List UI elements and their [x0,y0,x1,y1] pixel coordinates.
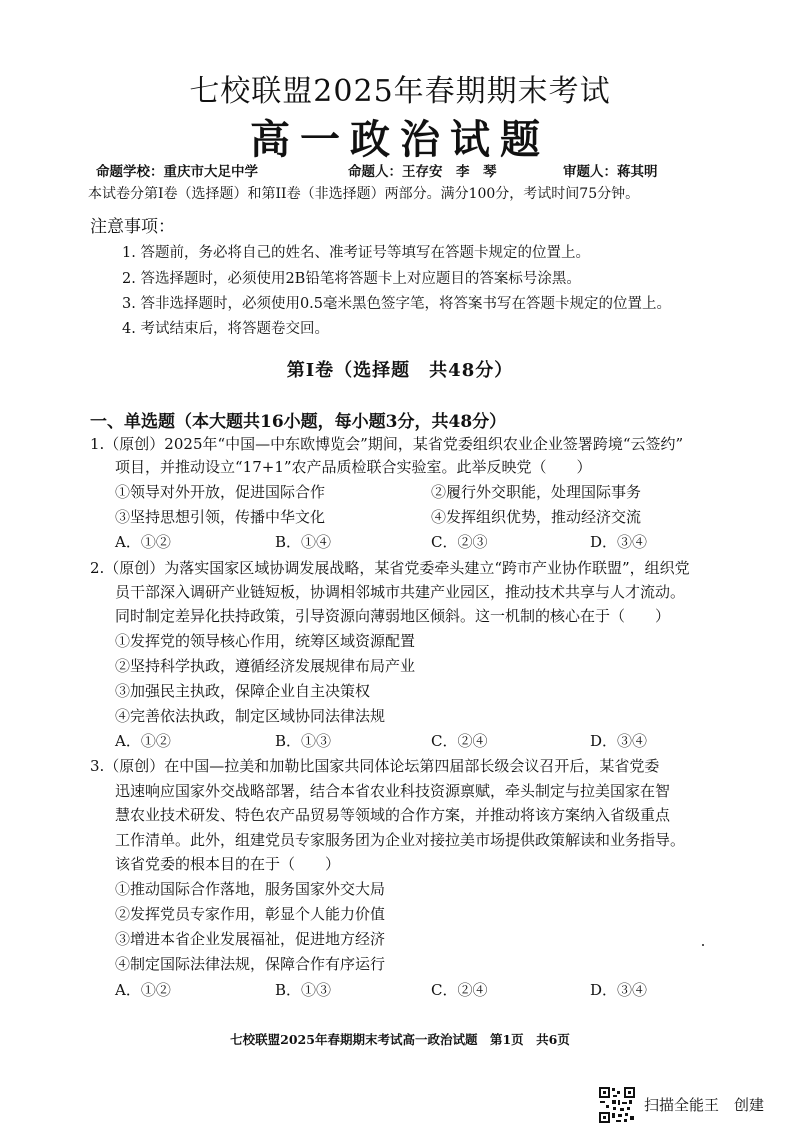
answer-choice: A．①② [115,981,171,999]
exam-intro: 本试卷分第I卷（选择题）和第II卷（非选择题）两部分。满分100分，考试时间75分钟。 [88,186,640,202]
scan-speck [702,944,704,946]
statement: ②发挥党员专家作用，彰显个人能力价值 [115,905,386,923]
statement: ①领导对外开放，促进国际合作 [115,483,326,501]
note-item: 4. 考试结束后，将答题卷交回。 [122,321,329,337]
answer-choice: A．①② [115,533,171,551]
authors-label: 命题人：王存安 李 琴 [348,164,497,180]
answer-choice: B．①③ [275,732,332,750]
statement: ④制定国际法律法规，保障合作有序运行 [115,955,386,973]
statement: ②坚持科学执政，遵循经济发展规律布局产业 [115,657,416,675]
question-text: 3.（原创）在中国—拉美和加勒比国家共同体论坛第四届部长级会议召开后，某省党委 [90,757,660,775]
statement: ④发挥组织优势，推动经济交流 [431,508,642,526]
statement: ④完善依法执政，制定区域协同法律法规 [115,707,386,725]
answer-choice: D．③④ [590,981,648,999]
note-item: 1. 答题前，务必将自己的姓名、准考证号等填写在答题卡规定的位置上。 [122,245,590,261]
exam-title: 七校联盟2025年春期期末考试 [189,74,611,109]
question-text: 2.（原创）为落实国家区域协调发展战略，某省党委牵头建立“跨市产业协作联盟”，组织党 [90,559,690,577]
question-text: 1.（原创）2025年“中国—中东欧博览会”期间，某省党委组织农业企业签署跨境“云签约” [90,435,684,453]
answer-choice: B．①③ [275,981,332,999]
notes-heading: 注意事项： [90,217,175,237]
part-heading: 一、单选题（本大题共16小题，每小题3分，共48分） [90,412,507,432]
watermark-text: 扫描全能王 创建 [644,1096,765,1114]
question-text: 该省党委的根本目的在于（ ） [115,855,341,873]
exam-subtitle: 高一政治试题 [250,116,550,163]
statement: ①发挥党的领导核心作用，统筹区域资源配置 [115,632,416,650]
question-text: 工作清单。此外，组建党员专家服务团为企业对接拉美市场提供政策解读和业务指导。 [115,831,686,849]
statement: ①推动国际合作落地，服务国家外交大局 [115,880,386,898]
statement: ③坚持思想引领，传播中华文化 [115,508,326,526]
question-text: 同时制定差异化扶持政策，引导资源向薄弱地区倾斜。这一机制的核心在于（ ） [115,607,671,625]
school-label: 命题学校：重庆市大足中学 [96,164,258,180]
reviewer-label: 审题人：蒋其明 [563,164,658,180]
question-text: 迅速响应国家外交战略部署，结合本省农业科技资源禀赋，牵头制定与拉美国家在智 [115,782,671,800]
answer-choice: C．②④ [431,981,488,999]
note-item: 2. 答选择题时，必须使用2B铅笔将答题卡上对应题目的答案标号涂黑。 [122,271,581,287]
question-text: 慧农业技术研发、特色农产品贸易等领域的合作方案，并推动将该方案纳入省级重点 [115,806,671,824]
statement: ③增进本省企业发展福祉，促进地方经济 [115,930,386,948]
answer-choice: A．①② [115,732,171,750]
statement: ③加强民主执政，保障企业自主决策权 [115,682,371,700]
statement: ②履行外交职能，处理国际事务 [431,483,642,501]
qr-code-icon [598,1086,636,1124]
answer-choice: B．①④ [275,533,332,551]
answer-choice: D．③④ [590,533,648,551]
answer-choice: C．②③ [431,533,488,551]
section-heading: 第I卷（选择题 共48分） [286,360,514,381]
answer-choice: C．②④ [431,732,488,750]
question-text: 员干部深入调研产业链短板，协调相邻城市共建产业园区，推动技术共享与人才流动。 [115,583,686,601]
page-footer: 七校联盟2025年春期期末考试高一政治试题 第1页 共6页 [230,1032,570,1047]
scanner-watermark [598,1086,798,1126]
answer-choice: D．③④ [590,732,648,750]
question-text: 项目，并推动设立“17+1”农产品质检联合实验室。此举反映党（ ） [115,458,592,476]
exam-meta [96,160,716,184]
note-item: 3. 答非选择题时，必须使用0.5毫米黑色签字笔，将答案书写在答题卡规定的位置上。 [122,296,672,312]
